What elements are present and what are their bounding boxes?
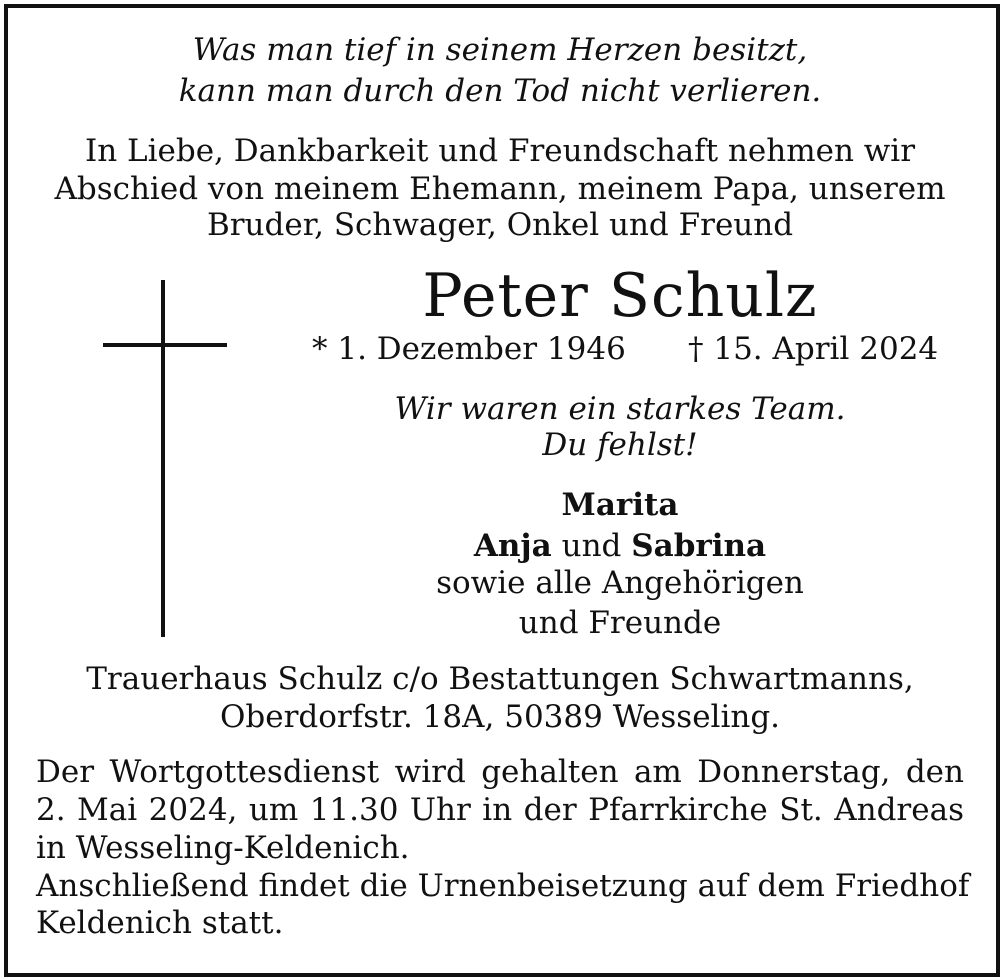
service-line-2: 2. Mai 2024, um 11.30 Uhr in der Pfarrkirche St. Andreas	[36, 792, 964, 828]
motto-line-2: Du fehlst!	[542, 427, 698, 463]
death-date: † 15. April 2024	[688, 331, 939, 367]
intro-line-2: Abschied von meinem Ehemann, meinem Papa, unserem	[54, 171, 946, 207]
service-line-3: in Wesseling-Keldenich.	[36, 830, 410, 866]
mourner-conjunction: und	[561, 528, 622, 564]
service-line-4: Anschließend findet die Urnenbeisetzung auf dem Friedhof	[36, 868, 970, 904]
motto-line-1: Wir waren ein starkes Team.	[394, 391, 846, 427]
mourner-line-4: und Freunde	[518, 605, 722, 641]
quote-line-2: kann man durch den Tod nicht verlieren.	[178, 73, 822, 109]
mourner-daughter-1: Anja	[473, 528, 552, 564]
mourner-wife	[120, 488, 1000, 522]
mourner-daughter-2: Sabrina	[631, 528, 767, 564]
address-line-2: Oberdorfstr. 18A, 50389 Wesseling.	[219, 699, 781, 735]
service-line-5: Keldenich statt.	[36, 905, 284, 941]
quote-line-1: Was man tief in seinem Herzen besitzt,	[192, 32, 808, 68]
mourner-daughters	[120, 529, 1000, 563]
mourner-wife-name: Marita	[561, 487, 679, 523]
deceased-name: Peter Schulz	[422, 261, 818, 331]
intro-line-1: In Liebe, Dankbarkeit und Freundschaft nehmen wir	[84, 133, 916, 169]
address-line-1: Trauerhaus Schulz c/o Bestattungen Schwartmanns,	[86, 661, 914, 697]
mourner-line-3: sowie alle Angehörigen	[436, 565, 804, 601]
birth-date: * 1. Dezember 1946	[312, 331, 626, 367]
intro-line-3: Bruder, Schwager, Onkel und Freund	[206, 207, 794, 243]
cross-horizontal-bar	[103, 343, 227, 347]
service-line-1: Der Wortgottesdienst wird gehalten am Donnerstag, den	[36, 754, 964, 790]
